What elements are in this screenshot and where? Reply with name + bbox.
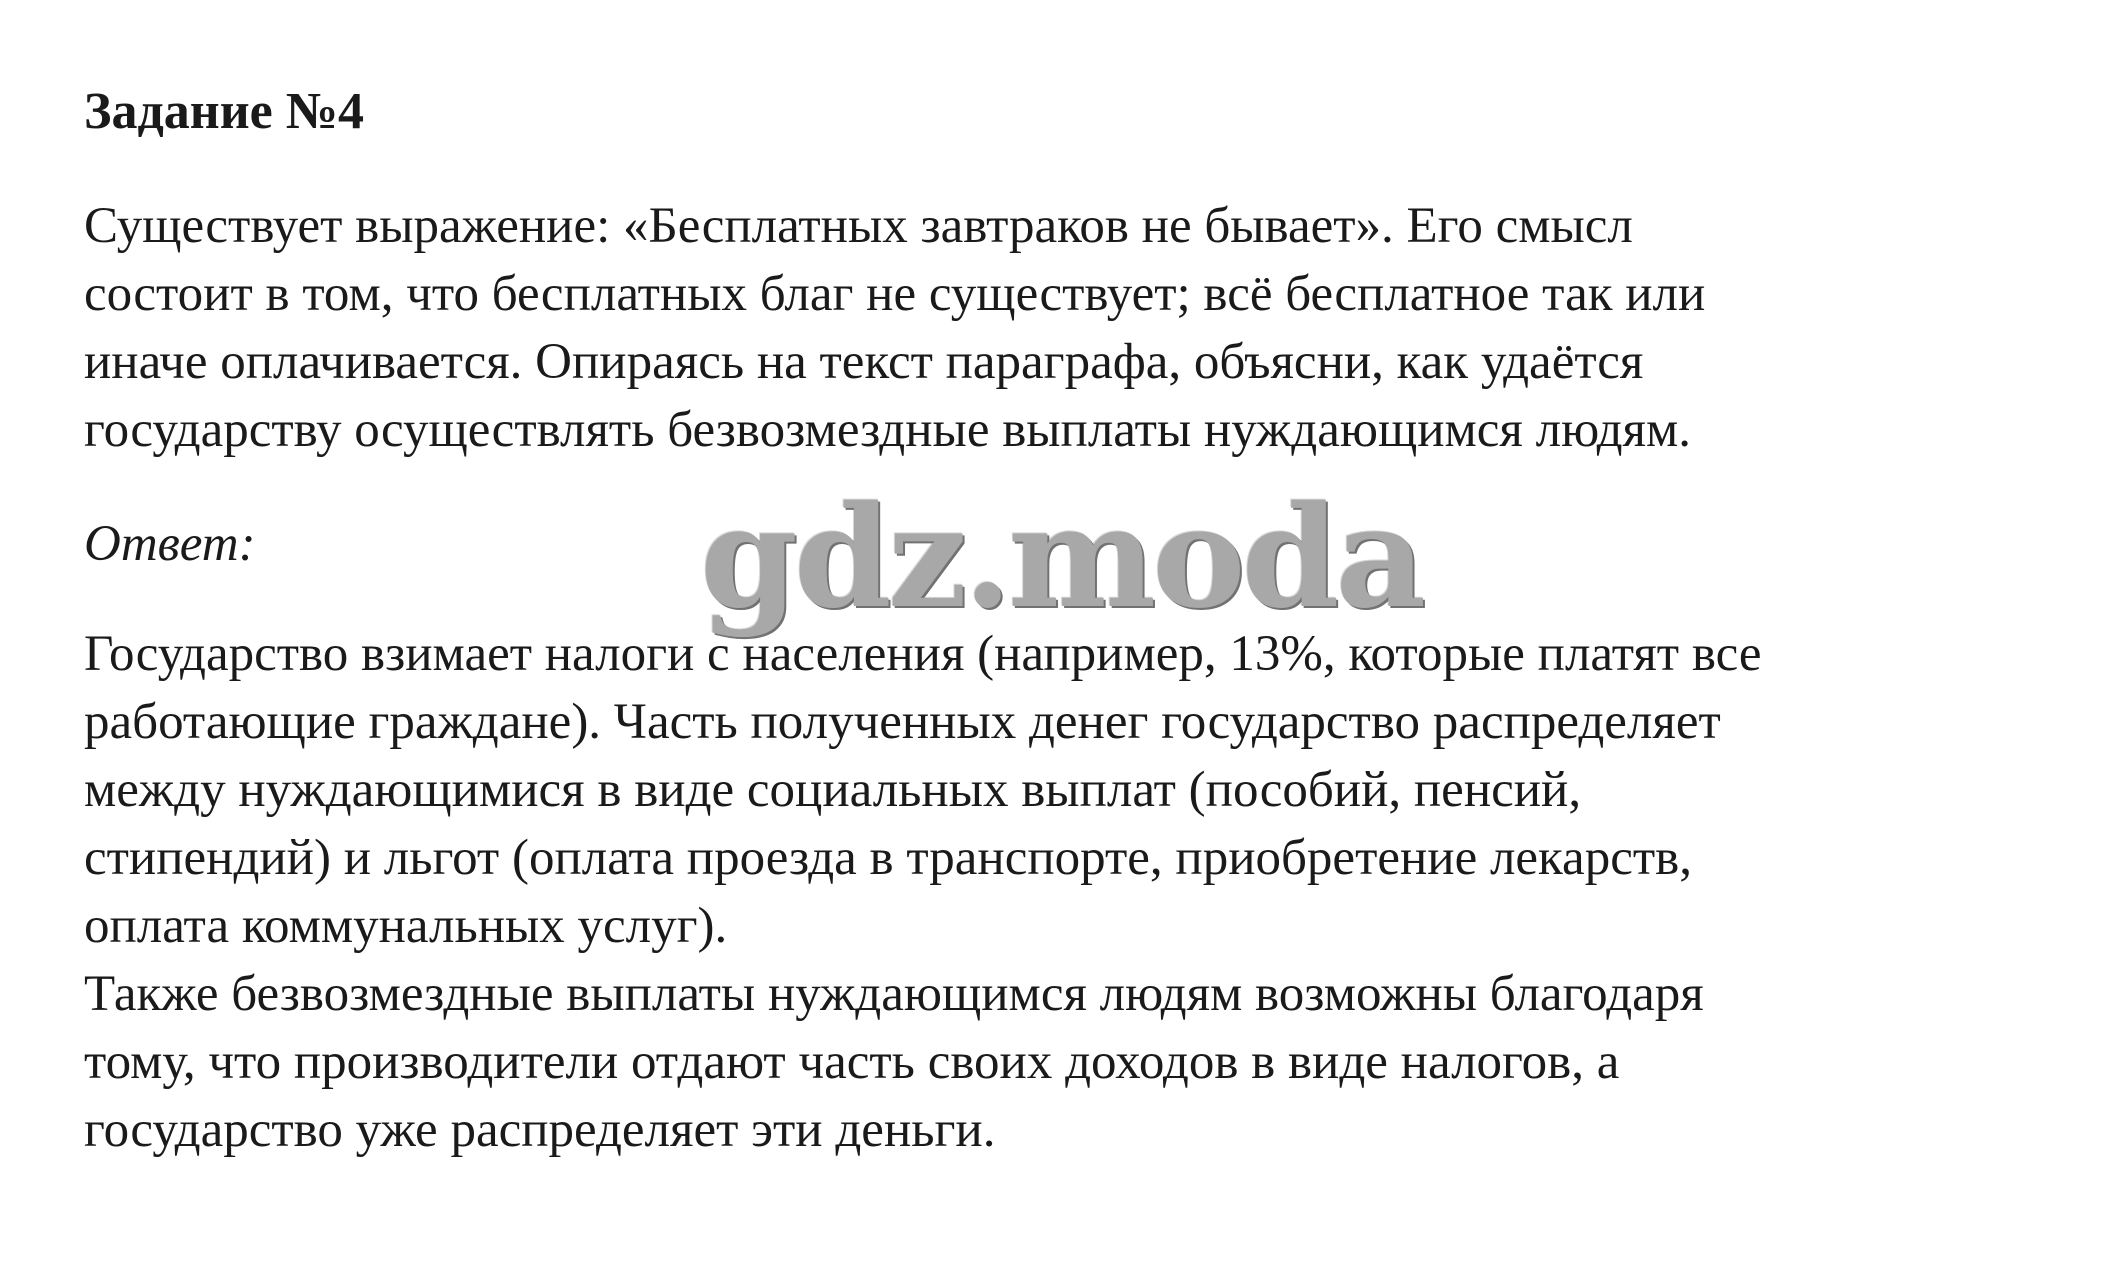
- answer-line: Государство взимает налоги с населения (например, 13%, которые платят все: [84, 626, 1762, 682]
- answer-line: государство уже распределяет эти деньги.: [84, 1102, 996, 1158]
- answer-line: Также безвозмездные выплаты нуждающимся людям возможны благодаря: [84, 966, 1704, 1022]
- question-line: государству осуществлять безвозмездные выплаты нуждающимся людям.: [84, 402, 1692, 458]
- watermark-logo: gdz.moda: [700, 476, 1423, 640]
- answer-text: [84, 620, 1762, 1164]
- question-line: Существует выражение: «Бесплатных завтраков не бывает». Его смысл: [84, 198, 1633, 254]
- answer-line: оплата коммунальных услуг).: [84, 898, 728, 954]
- question-line: состоит в том, что бесплатных благ не существует; всё бесплатное так или: [84, 266, 1706, 322]
- question-line: иначе оплачивается. Опираясь на текст параграфа, объясни, как удаётся: [84, 334, 1644, 390]
- answer-line: работающие граждане). Часть полученных денег государство распределяет: [84, 694, 1721, 750]
- answer-line: стипендий) и льгот (оплата проезда в транспорте, приобретение лекарств,: [84, 830, 1692, 886]
- answer-label: Ответ:: [84, 516, 256, 572]
- question-text: [84, 192, 1705, 464]
- answer-line: между нуждающимися в виде социальных выплат (пособий, пенсий,: [84, 762, 1582, 818]
- answer-line: тому, что производители отдают часть своих доходов в виде налогов, а: [84, 1034, 1620, 1090]
- task-title: Задание №4: [84, 83, 365, 140]
